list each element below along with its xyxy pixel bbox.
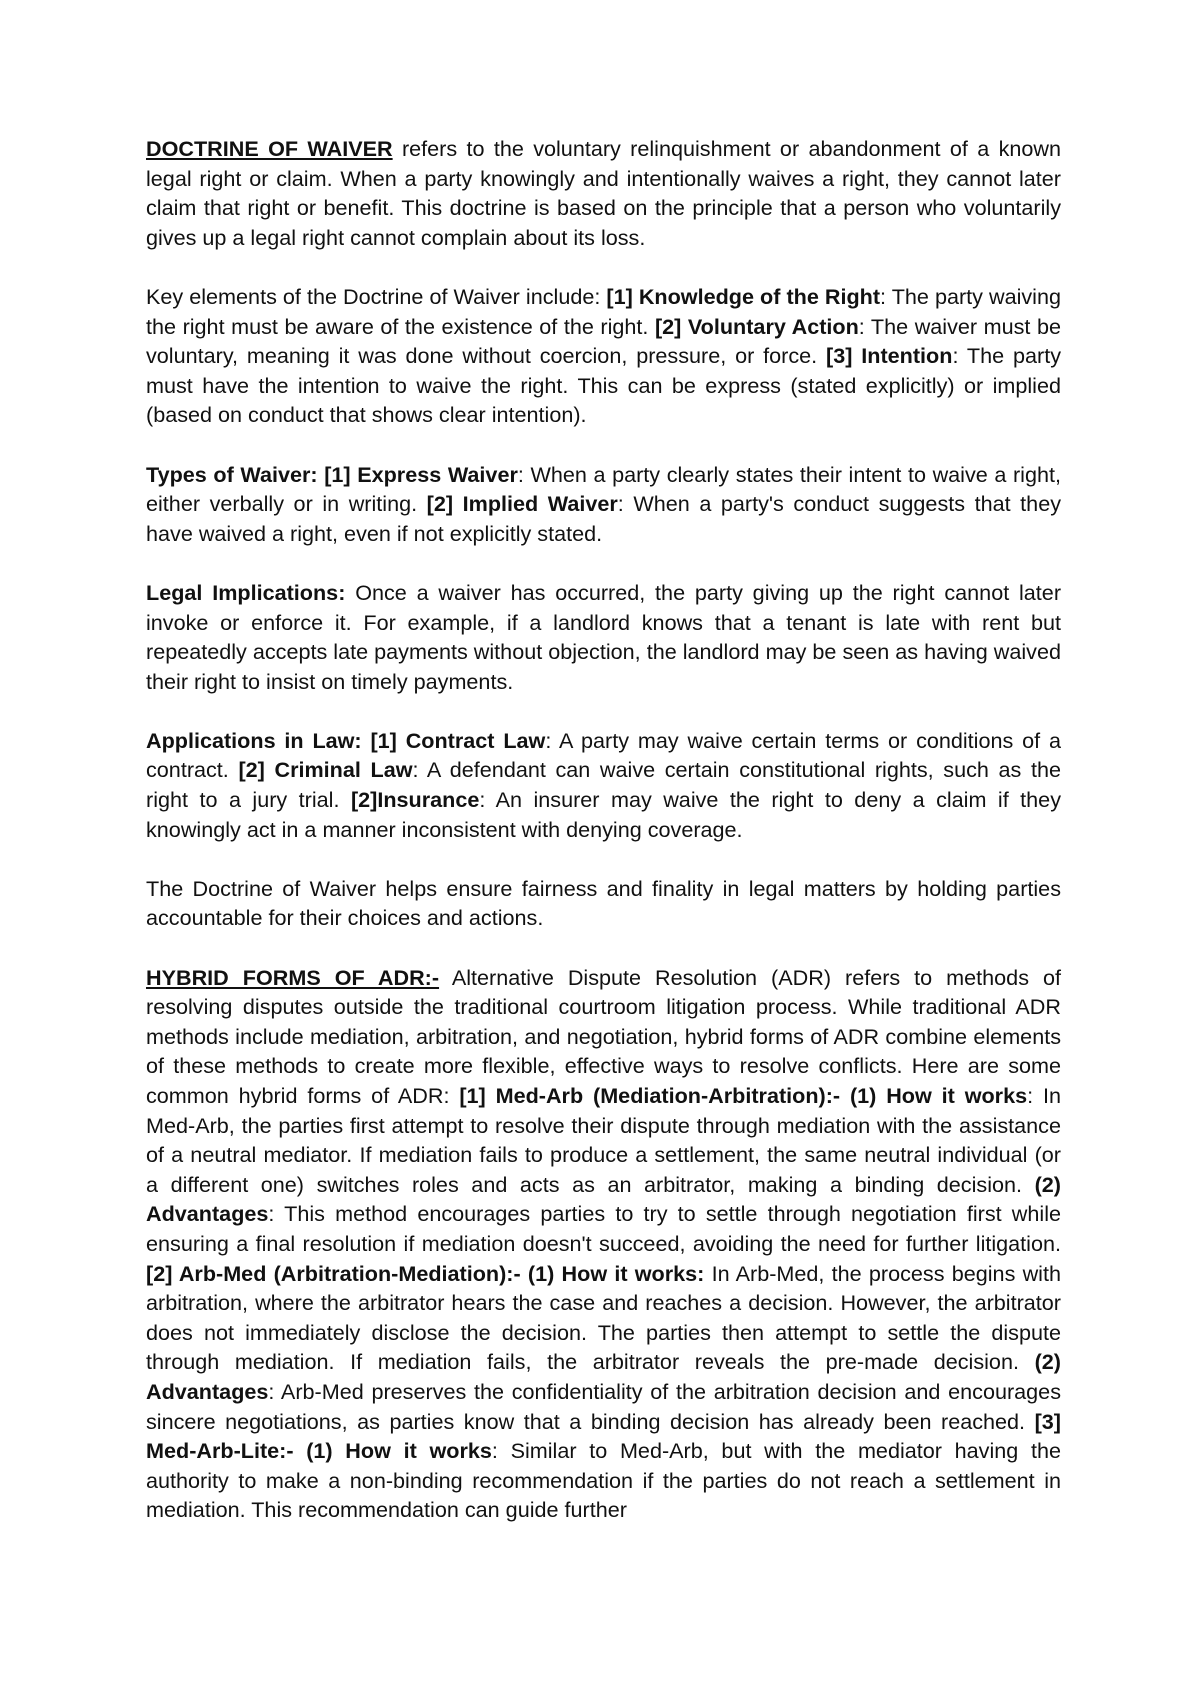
- key-element-2-label: [2] Voluntary Action: [654, 313, 859, 339]
- hybrid-intro: Alternative Dispute Resolution (ADR) refers to methods of resolving disputes outside the traditional courtroom litigation process. While traditional ADR methods include mediation, arbitration, and negotiation, hybrid forms of ADR combine elements of these methods to create more flexible, effective ways to resolve conflicts. Here are some common hybrid forms of ADR:: [146, 964, 1061, 1108]
- application-2-label: [2] Criminal Law: [238, 757, 413, 783]
- key-elements-paragraph: [146, 282, 1061, 430]
- types-paragraph: [146, 460, 1061, 549]
- arb-med-title: [2] Arb-Med (Arbitration-Mediation):- (1) How it works:: [146, 1260, 705, 1286]
- med-arb-title: [1] Med-Arb (Mediation-Arbitration):- (1) How it works: [459, 1083, 1028, 1108]
- arb-med-advantages: : Arb-Med preserves the confidentiality of the arbitration decision and encourages sincere negotiations, as parties know that a binding decision has already been reached.: [146, 1378, 1061, 1434]
- med-arb-lite-title: [3] Med-Arb-Lite:- (1) How it works: [146, 1408, 1061, 1464]
- doctrine-heading: DOCTRINE OF WAIVER: [146, 136, 393, 161]
- applications-paragraph: [146, 726, 1061, 844]
- key-element-1-text: : The party waiving the right must be aware of the existence of the right.: [146, 283, 1061, 339]
- med-arb-lite-how: : Similar to Med-Arb, but with the mediator having the authority to make a non-binding recommendation if the parties do not reach a settlement in mediation. This recommendation can guide further: [146, 1438, 1061, 1523]
- med-arb-advantages: : This method encourages parties to try to settle through negotiation first while ensuring a final resolution if mediation doesn't succeed, avoiding the need for further litigation.: [146, 1201, 1061, 1256]
- hybrid-heading: HYBRID FORMS OF ADR:-: [146, 964, 440, 990]
- application-1-label: [1] Contract Law: [361, 727, 546, 753]
- application-3-label: [2]Insurance: [350, 787, 480, 813]
- key-element-3-text: : The party must have the intention to waive the right. This can be express (stated explicitly) or implied (based on conduct that shows clear intention).: [146, 343, 1061, 428]
- key-elements-intro: Key elements of the Doctrine of Waiver include:: [146, 283, 607, 309]
- type-1-text: : When a party clearly states their intent to waive a right, either verbally or in writing.: [146, 461, 1061, 517]
- med-arb-advantages-label: (2) Advantages: [146, 1171, 1061, 1227]
- applications-label: Applications in Law:: [146, 727, 362, 753]
- types-label: Types of Waiver:: [146, 461, 318, 487]
- type-1-label: [1] Express Waiver: [317, 461, 518, 487]
- arb-med-how: In Arb-Med, the process begins with arbitration, where the arbitrator hears the case and reaches a decision. However, the arbitrator does not immediately disclose the decision. The parties then attempt to settle the dispute through mediation. If mediation fails, the arbitrator reveals the pre-made decision.: [146, 1260, 1061, 1375]
- document-page: [146, 134, 1061, 1525]
- hybrid-adr-paragraph: [146, 963, 1061, 1525]
- type-2-label: [2] Implied Waiver: [426, 491, 618, 517]
- type-2-text: : When a party's conduct suggests that they have waived a right, even if not explicitly stated.: [146, 491, 1061, 546]
- key-element-3-label: [3] Intention: [826, 343, 953, 369]
- application-2-text: : A defendant can waive certain constitutional rights, such as the right to a jury trial.: [146, 757, 1061, 813]
- implications-label: Legal Implications:: [146, 579, 346, 605]
- arb-med-advantages-label: (2) Advantages: [146, 1349, 1061, 1404]
- application-1-text: : A party may waive certain terms or conditions of a contract.: [146, 727, 1061, 783]
- conclusion-paragraph: The Doctrine of Waiver helps ensure fairness and finality in legal matters by holding parties accountable for their choices and actions.: [146, 875, 1061, 931]
- implications-text: Once a waiver has occurred, the party giving up the right cannot later invoke or enforce it. For example, if a landlord knows that a tenant is late with rent but repeatedly accepts late payments without objection, the landlord may be seen as having waived their right to insist on timely payments.: [146, 579, 1062, 694]
- application-3-text: : An insurer may waive the right to deny a claim if they knowingly act in a manner inconsistent with denying coverage.: [146, 787, 1061, 842]
- key-element-2-text: : The waiver must be voluntary, meaning it was done without coercion, pressure, or force.: [146, 313, 1061, 369]
- doctrine-text: refers to the voluntary relinquishment or abandonment of a known legal right or claim. When a party knowingly and intentionally waives a right, they cannot later claim that right or benefit. This doctrine is based on the principle that a person who voluntarily gives up a legal right cannot complain about its loss.: [146, 136, 1062, 250]
- implications-paragraph: [146, 578, 1061, 696]
- key-element-1-label: [1] Knowledge of the Right: [606, 283, 881, 309]
- med-arb-how: : In Med-Arb, the parties first attempt to resolve their dispute through mediation with the assistance of a neutral mediator. If mediation fails to produce a settlement, the same neutral individual (or a different one) switches roles and acts as an arbitrator, making a binding decision.: [146, 1083, 1061, 1197]
- doctrine-paragraph: [146, 134, 1061, 252]
